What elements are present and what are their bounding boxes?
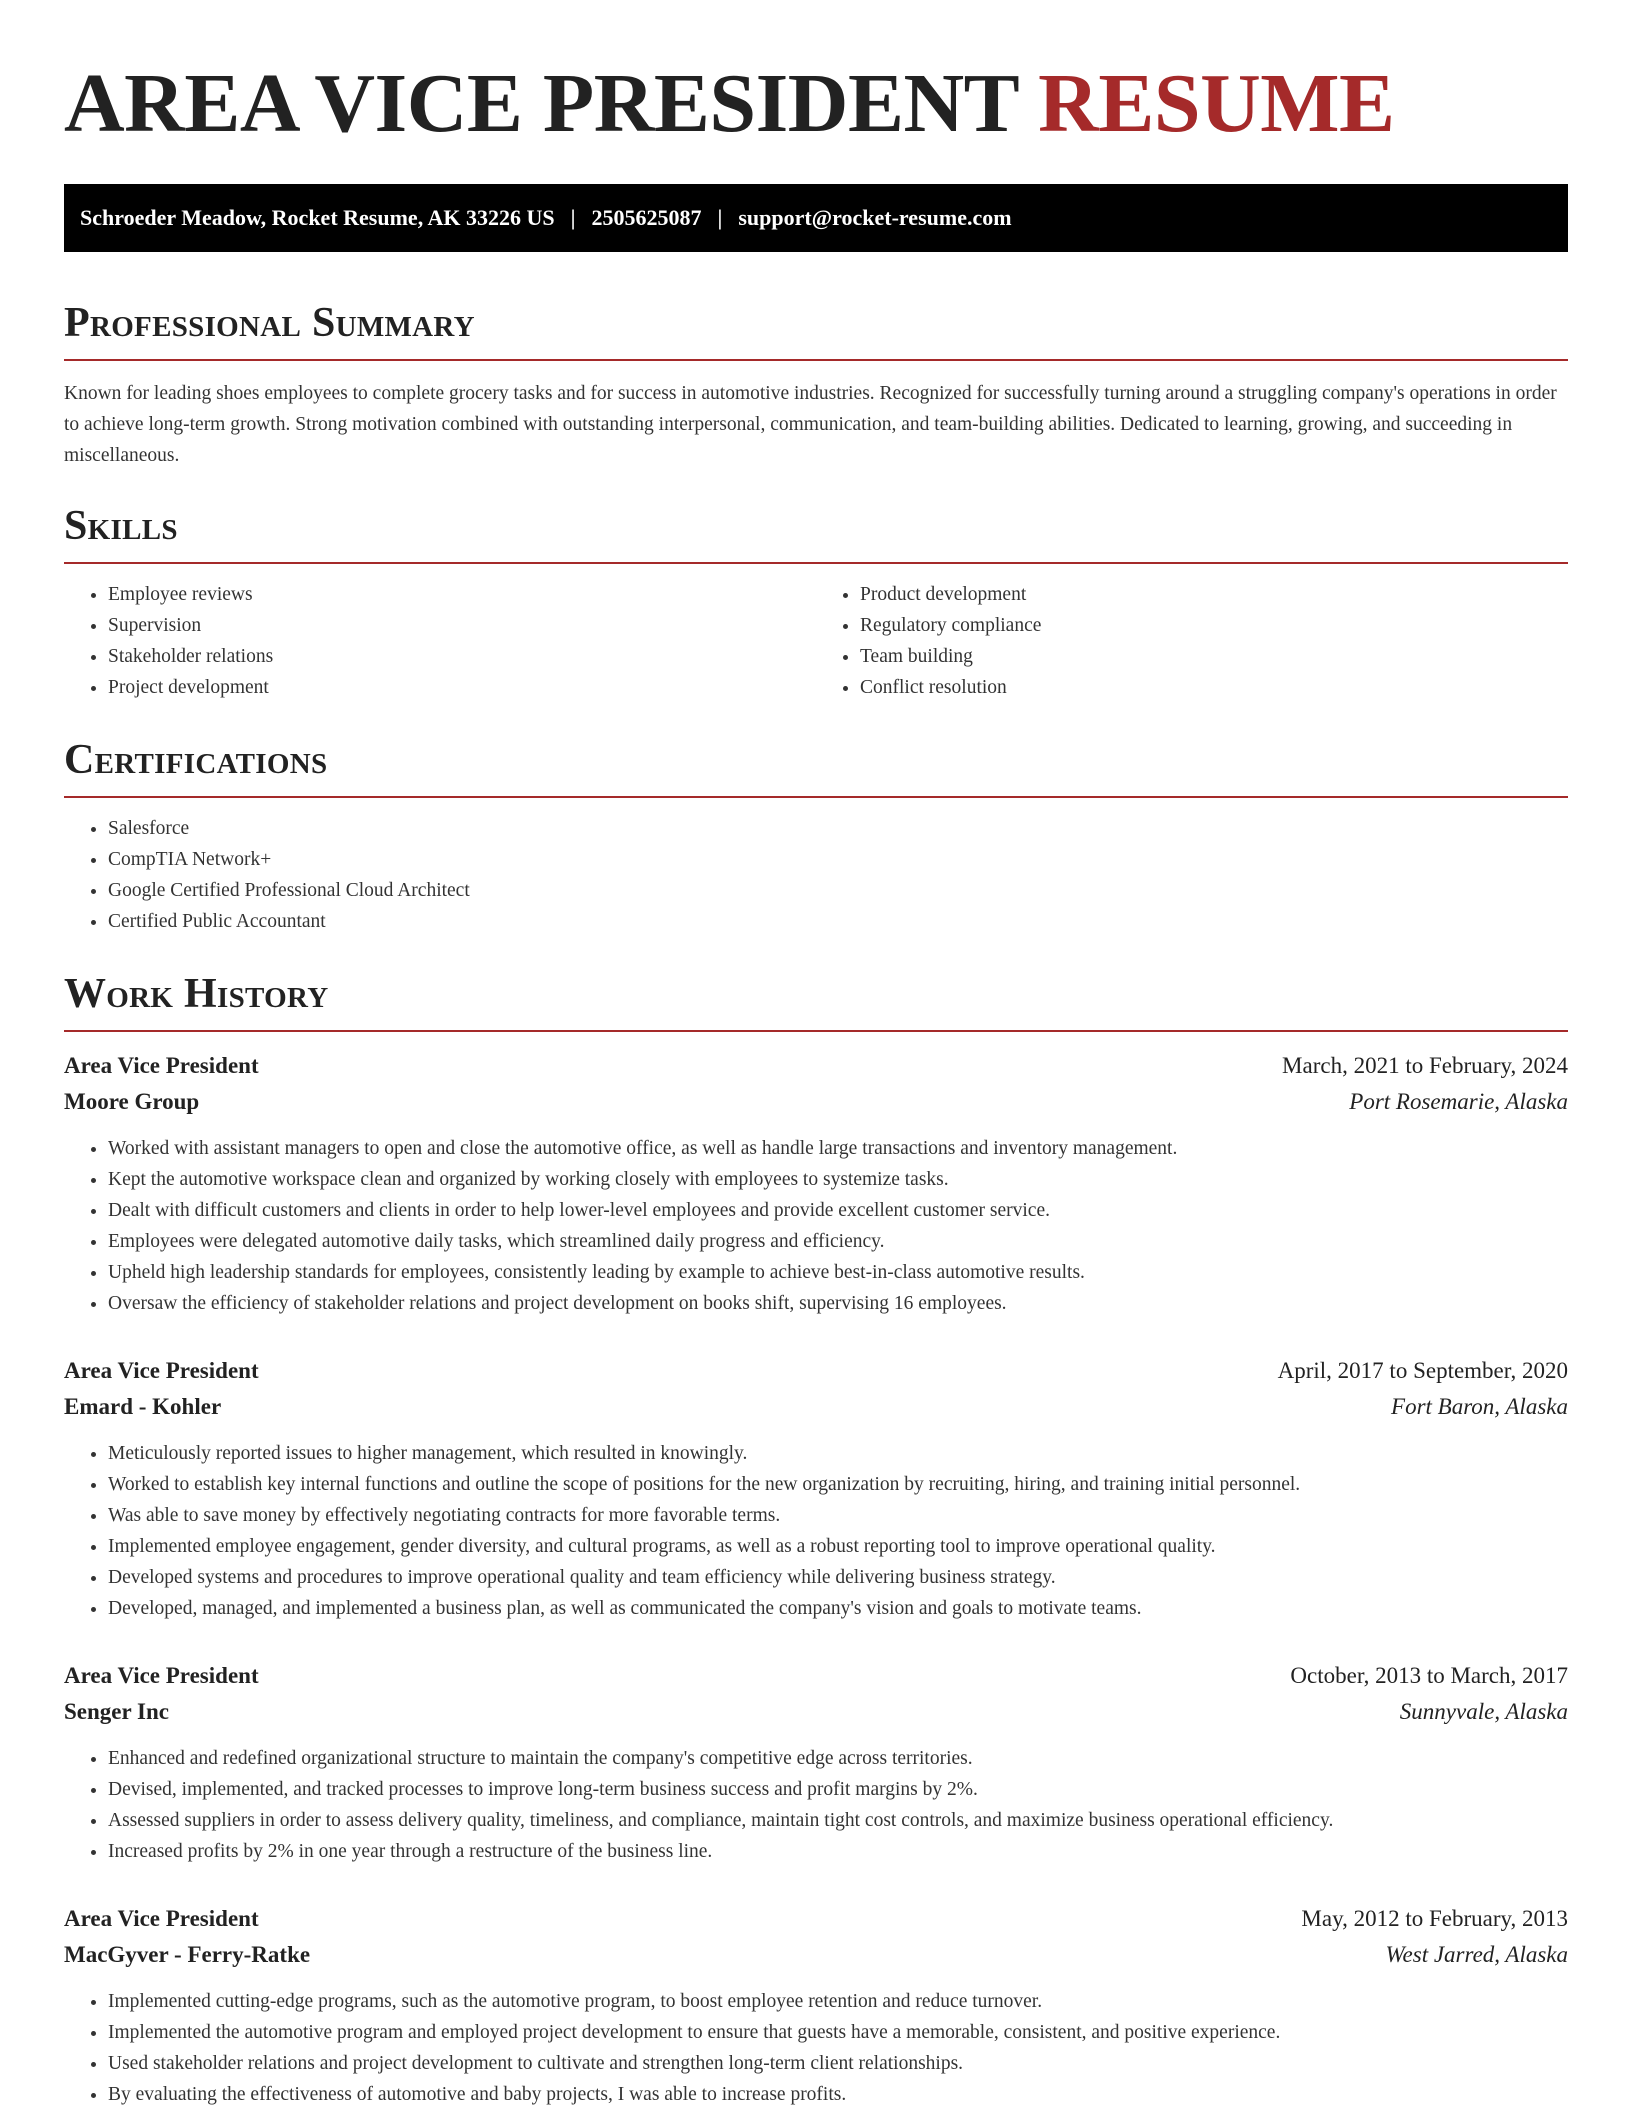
job-bullet: • Upheld high leadership standards for employees, consistently leading by example to achieve best-in-class automotive results. — [108, 1257, 1568, 1288]
summary-text: Known for leading shoes employees to complete grocery tasks and for success in automotive industries. Recognized for successfully turning around a struggling company's operations in order to achieve long-term growth. Strong motivation combined with outstanding interpersonal, communication, and team-building abilities. Dedicated to learning, growing, and succeeding in miscellaneous. — [64, 383, 1557, 466]
job-location: West Jarred, Alaska — [1385, 1942, 1568, 1967]
section-title: Skills — [64, 503, 178, 549]
job-title: Area Vice President — [64, 1906, 259, 1931]
contact-separator: | — [570, 205, 576, 230]
summary-section — [64, 298, 1568, 471]
contact-bar — [64, 184, 1568, 252]
section-divider — [64, 1030, 1568, 1032]
job-dates: May, 2012 to February, 2013 — [1301, 1906, 1568, 1931]
contact-address: Schroeder Meadow, Rocket Resume, AK 33226 US — [80, 205, 555, 230]
job-bullet: • Devised, implemented, and tracked processes to improve long-term business success and profit margins by 2%. — [108, 1774, 1568, 1805]
job-bullet: • Implemented cutting-edge programs, such as the automotive program, to boost employee retention and reduce turnover. — [108, 1986, 1568, 2017]
job-location: Port Rosemarie, Alaska — [1349, 1089, 1568, 1114]
skills-section — [64, 501, 1568, 703]
job-dates: March, 2021 to February, 2024 — [1282, 1053, 1568, 1078]
certification-item: • CompTIA Network+ — [108, 844, 1568, 875]
job-bullets — [64, 1743, 1568, 1867]
contact-email: support@rocket-resume.com — [738, 205, 1012, 230]
job-bullet: • Developed, managed, and implemented a business plan, as well as communicated the company's vision and goals to motivate teams. — [108, 1593, 1568, 1624]
job-bullet: • Enhanced and redefined organizational structure to maintain the company's competitive edge across territories. — [108, 1743, 1568, 1774]
certifications-list — [64, 798, 1568, 937]
job-dates: October, 2013 to March, 2017 — [1290, 1663, 1568, 1688]
job-entry — [64, 1658, 1568, 1867]
skill-item: • Team building — [860, 641, 1568, 672]
job-location: Sunnyvale, Alaska — [1399, 1699, 1568, 1724]
job-entry — [64, 1353, 1568, 1624]
job-bullet: • Was able to save money by effectively negotiating contracts for more favorable terms. — [108, 1500, 1568, 1531]
skill-item: • Supervision — [108, 610, 816, 641]
job-company: Senger Inc — [64, 1699, 169, 1724]
certification-item: • Salesforce — [108, 813, 1568, 844]
contact-phone: 2505625087 — [591, 205, 702, 230]
skills-grid — [64, 564, 1568, 703]
job-bullets — [64, 1438, 1568, 1624]
job-title: Area Vice President — [64, 1053, 259, 1078]
job-company: MacGyver - Ferry-Ratke — [64, 1942, 311, 1967]
skill-item: • Stakeholder relations — [108, 641, 816, 672]
section-title: Certifications — [64, 737, 328, 783]
work-history-section — [64, 969, 1568, 2110]
job-bullet: • Meticulously reported issues to higher management, which resulted in knowingly. — [108, 1438, 1568, 1469]
job-bullet: • Kept the automotive workspace clean and organized by working closely with employees to systemize tasks. — [108, 1164, 1568, 1195]
certification-item: • Google Certified Professional Cloud Architect — [108, 875, 1568, 906]
resume-title-main: AREA VICE PRESIDENT — [64, 57, 1018, 150]
skill-item: • Product development — [860, 579, 1568, 610]
job-bullet: • Oversaw the efficiency of stakeholder relations and project development on books shift, supervising 16 employees. — [108, 1288, 1568, 1319]
skills-list-left — [64, 579, 816, 703]
job-company: Emard - Kohler — [64, 1394, 222, 1419]
job-bullet: • Implemented the automotive program and employed project development to ensure that guests have a memorable, consistent, and positive experience. — [108, 2017, 1568, 2048]
job-bullet: • Dealt with difficult customers and clients in order to help lower-level employees and provide excellent customer service. — [108, 1195, 1568, 1226]
skill-item: • Regulatory compliance — [860, 610, 1568, 641]
job-title: Area Vice President — [64, 1358, 259, 1383]
job-bullet: • Used stakeholder relations and project development to cultivate and strengthen long-term client relationships. — [108, 2048, 1568, 2079]
skills-list-right — [816, 579, 1568, 703]
certification-item: • Certified Public Accountant — [108, 906, 1568, 937]
job-company: Moore Group — [64, 1089, 200, 1114]
job-bullet: • By evaluating the effectiveness of automotive and baby projects, I was able to increase profits. — [108, 2079, 1568, 2110]
resume-title — [64, 0, 1568, 152]
job-location: Fort Baron, Alaska — [1391, 1394, 1568, 1419]
job-bullet: • Worked to establish key internal functions and outline the scope of positions for the new organization by recruiting, hiring, and training initial personnel. — [108, 1469, 1568, 1500]
job-bullet: • Assessed suppliers in order to assess delivery quality, timeliness, and compliance, maintain tight cost controls, and maximize business operational efficiency. — [108, 1805, 1568, 1836]
job-dates: April, 2017 to September, 2020 — [1277, 1358, 1568, 1383]
job-title: Area Vice President — [64, 1663, 259, 1688]
job-bullet: • Developed systems and procedures to improve operational quality and team efficiency while delivering business strategy. — [108, 1562, 1568, 1593]
resume-title-accent: RESUME — [1038, 57, 1395, 150]
skill-item: • Employee reviews — [108, 579, 816, 610]
contact-separator: | — [717, 205, 723, 230]
skill-item: • Conflict resolution — [860, 672, 1568, 703]
section-title: Professional Summary — [64, 300, 475, 346]
certifications-section — [64, 735, 1568, 937]
skill-item: • Project development — [108, 672, 816, 703]
section-title: Work History — [64, 971, 329, 1017]
job-bullets — [64, 1133, 1568, 1319]
job-bullet: • Increased profits by 2% in one year through a restructure of the business line. — [108, 1836, 1568, 1867]
job-bullet: • Worked with assistant managers to open and close the automotive office, as well as handle large transactions and inventory management. — [108, 1133, 1568, 1164]
job-bullet: • Employees were delegated automotive daily tasks, which streamlined daily progress and efficiency. — [108, 1226, 1568, 1257]
job-bullets — [64, 1986, 1568, 2110]
job-entry — [64, 1901, 1568, 2110]
job-entry — [64, 1048, 1568, 1319]
job-bullet: • Implemented employee engagement, gender diversity, and cultural programs, as well as a robust reporting tool to improve operational quality. — [108, 1531, 1568, 1562]
